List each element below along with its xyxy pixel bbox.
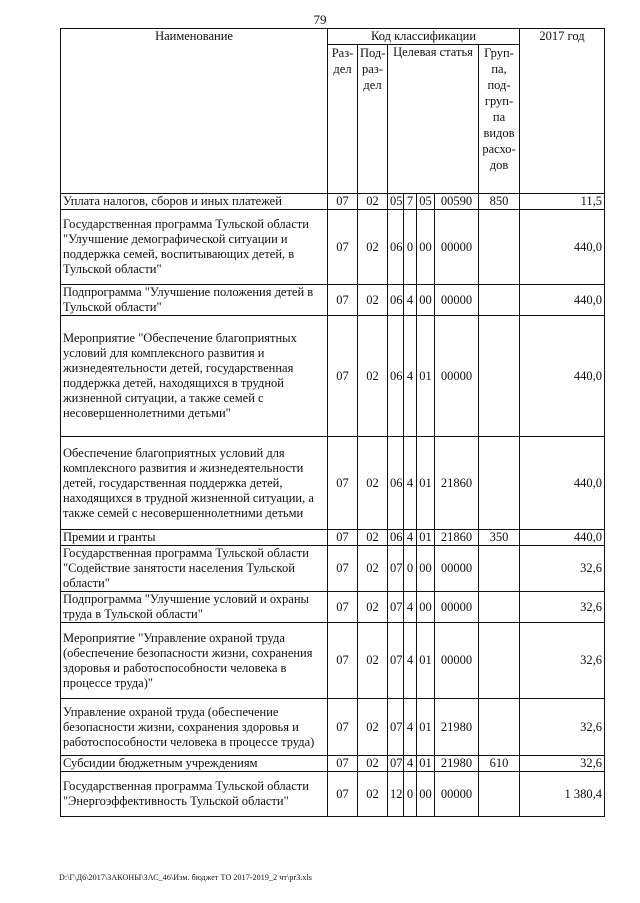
row-program-code: 06: [388, 530, 404, 546]
row-program-code: 07: [388, 546, 404, 592]
row-subsection-code: 02: [358, 546, 388, 592]
row-expense-group: 610: [479, 756, 520, 772]
row-program-code: 06: [388, 437, 404, 530]
row-subsection-code: 02: [358, 699, 388, 756]
row-section-code: 07: [328, 623, 358, 699]
row-amount: 440,0: [520, 437, 605, 530]
row-event-code: 00: [417, 210, 435, 285]
table-row: [61, 546, 605, 592]
table-row: [61, 210, 605, 285]
row-subsection-code: 02: [358, 316, 388, 437]
table-row: [61, 316, 605, 437]
row-amount: 440,0: [520, 316, 605, 437]
row-subsection-code: 02: [358, 592, 388, 623]
row-subprogram-code: 4: [404, 437, 417, 530]
header-section: Раз- дел: [328, 45, 358, 194]
row-subprogram-code: 0: [404, 546, 417, 592]
row-name: Государственная программа Тульской области "Улучшение демографической ситуации и поддержка семей, воспитывающих детей, в Тульской области": [61, 210, 328, 285]
table-row: [61, 592, 605, 623]
page-number: 79: [313, 12, 327, 27]
row-subprogram-code: 7: [404, 194, 417, 210]
row-name: Субсидии бюджетным учреждениям: [61, 756, 328, 772]
row-event-code: 01: [417, 437, 435, 530]
row-direction-code: 00590: [435, 194, 479, 210]
row-section-code: 07: [328, 592, 358, 623]
row-amount: 32,6: [520, 699, 605, 756]
header-year: 2017 год: [520, 29, 605, 194]
row-subsection-code: 02: [358, 623, 388, 699]
row-program-code: 05: [388, 194, 404, 210]
header-subsection: Под- раз- дел: [358, 45, 388, 194]
header-classification: Код классификации: [328, 29, 520, 45]
row-direction-code: 21860: [435, 437, 479, 530]
row-expense-group: [479, 699, 520, 756]
row-expense-group: 350: [479, 530, 520, 546]
row-section-code: 07: [328, 194, 358, 210]
row-program-code: 06: [388, 316, 404, 437]
row-event-code: 00: [417, 772, 435, 817]
budget-table: [60, 28, 605, 817]
row-program-code: 12: [388, 772, 404, 817]
row-program-code: 07: [388, 623, 404, 699]
row-subsection-code: 02: [358, 194, 388, 210]
row-direction-code: 00000: [435, 210, 479, 285]
file-path-footer: D:\Г\Д6\2017\ЗАКОНЫ\ЗАС_46\Изм. бюджет ТО 2017-2019_2 чт\pr3.xls: [59, 873, 313, 882]
row-amount: 32,6: [520, 546, 605, 592]
row-section-code: 07: [328, 546, 358, 592]
table-row: [61, 772, 605, 817]
row-subprogram-code: 4: [404, 699, 417, 756]
row-name: Подпрограмма "Улучшение условий и охраны труда в Тульской области": [61, 592, 328, 623]
row-expense-group: [479, 437, 520, 530]
row-subsection-code: 02: [358, 285, 388, 316]
row-subsection-code: 02: [358, 530, 388, 546]
row-direction-code: 21980: [435, 699, 479, 756]
row-amount: 440,0: [520, 530, 605, 546]
header-expense-group: Груп- па, под- груп- па видов расхо- дов: [479, 45, 520, 194]
row-event-code: 01: [417, 316, 435, 437]
row-name: Обеспечение благоприятных условий для комплексного развития и жизнедеятельности детей, государственная поддержка детей, находящихся в трудной жизненной ситуации, а также семей с несовершеннолетними детьми: [61, 437, 328, 530]
row-subprogram-code: 4: [404, 592, 417, 623]
row-expense-group: [479, 210, 520, 285]
row-expense-group: [479, 623, 520, 699]
row-section-code: 07: [328, 210, 358, 285]
row-expense-group: [479, 592, 520, 623]
row-subsection-code: 02: [358, 210, 388, 285]
row-direction-code: 00000: [435, 316, 479, 437]
row-amount: 440,0: [520, 285, 605, 316]
row-name: Управление охраной труда (обеспечение безопасности жизни, сохранения здоровья и работоспособности человека в процессе труда): [61, 699, 328, 756]
row-direction-code: 21980: [435, 756, 479, 772]
row-name: Мероприятие "Управление охраной труда (обеспечение безопасности жизни, сохранения здоровья и работоспособности человека в процессе труда)": [61, 623, 328, 699]
row-subprogram-code: 4: [404, 623, 417, 699]
row-event-code: 00: [417, 546, 435, 592]
table-row: [61, 437, 605, 530]
row-name: Подпрограмма "Улучшение положения детей в Тульской области": [61, 285, 328, 316]
row-name: Мероприятие "Обеспечение благоприятных условий для комплексного развития и жизнедеятельности детей, государственная поддержка детей, находящихся в трудной жизненной ситуации, а также семей с несовершеннолетними детьми": [61, 316, 328, 437]
row-subprogram-code: 4: [404, 756, 417, 772]
row-amount: 11,5: [520, 194, 605, 210]
row-direction-code: 00000: [435, 772, 479, 817]
row-subprogram-code: 4: [404, 316, 417, 437]
row-program-code: 07: [388, 756, 404, 772]
row-expense-group: [479, 772, 520, 817]
row-event-code: 01: [417, 530, 435, 546]
row-section-code: 07: [328, 530, 358, 546]
row-name: Премии и гранты: [61, 530, 328, 546]
row-event-code: 01: [417, 756, 435, 772]
row-amount: 440,0: [520, 210, 605, 285]
row-event-code: 01: [417, 623, 435, 699]
row-direction-code: 00000: [435, 592, 479, 623]
row-subprogram-code: 0: [404, 772, 417, 817]
row-direction-code: 00000: [435, 285, 479, 316]
row-section-code: 07: [328, 285, 358, 316]
row-subprogram-code: 0: [404, 210, 417, 285]
row-section-code: 07: [328, 756, 358, 772]
row-direction-code: 00000: [435, 623, 479, 699]
row-section-code: 07: [328, 772, 358, 817]
table-row: [61, 285, 605, 316]
row-amount: 32,6: [520, 623, 605, 699]
row-amount: 32,6: [520, 756, 605, 772]
table-row: [61, 756, 605, 772]
row-subprogram-code: 4: [404, 285, 417, 316]
table-row: [61, 623, 605, 699]
row-section-code: 07: [328, 316, 358, 437]
row-event-code: 00: [417, 285, 435, 316]
header-target-article: Целевая статья: [388, 45, 479, 194]
row-expense-group: [479, 546, 520, 592]
row-amount: 32,6: [520, 592, 605, 623]
row-name: Государственная программа Тульской области "Энергоэффективность Тульской области": [61, 772, 328, 817]
row-subsection-code: 02: [358, 756, 388, 772]
row-event-code: 00: [417, 592, 435, 623]
row-program-code: 06: [388, 285, 404, 316]
header-name: Наименование: [61, 29, 328, 194]
row-section-code: 07: [328, 699, 358, 756]
row-program-code: 07: [388, 592, 404, 623]
table-row: [61, 699, 605, 756]
row-name: Государственная программа Тульской области "Содействие занятости населения Тульской области": [61, 546, 328, 592]
table-row: [61, 530, 605, 546]
row-expense-group: 850: [479, 194, 520, 210]
row-section-code: 07: [328, 437, 358, 530]
row-program-code: 07: [388, 699, 404, 756]
row-expense-group: [479, 285, 520, 316]
row-subprogram-code: 4: [404, 530, 417, 546]
row-amount: 1 380,4: [520, 772, 605, 817]
row-direction-code: 00000: [435, 546, 479, 592]
row-subsection-code: 02: [358, 772, 388, 817]
row-name: Уплата налогов, сборов и иных платежей: [61, 194, 328, 210]
table-row: [61, 194, 605, 210]
row-program-code: 06: [388, 210, 404, 285]
row-expense-group: [479, 316, 520, 437]
row-event-code: 05: [417, 194, 435, 210]
row-event-code: 01: [417, 699, 435, 756]
row-direction-code: 21860: [435, 530, 479, 546]
row-subsection-code: 02: [358, 437, 388, 530]
